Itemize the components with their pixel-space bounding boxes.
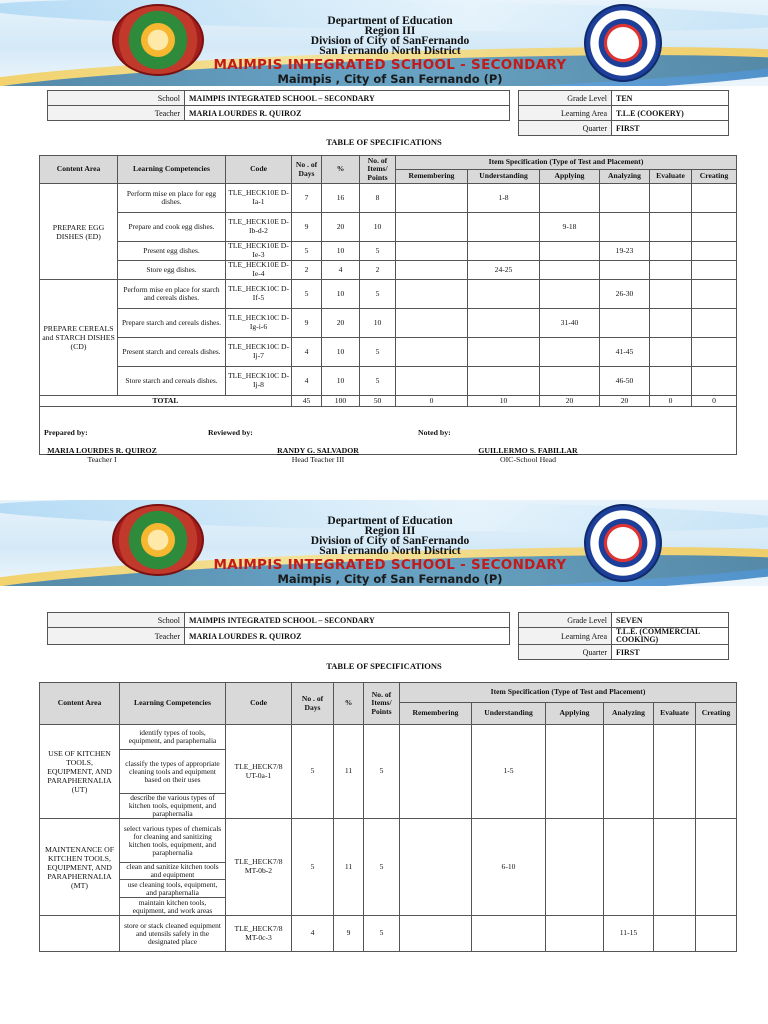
- level-cell: [692, 367, 737, 396]
- prepared-signature: MARIA LOURDES R. QUIROZ Teacher I: [47, 446, 157, 464]
- level-cell: [540, 338, 600, 367]
- competency-cell: Present starch and cereals dishes.: [118, 338, 226, 367]
- level-cell: [540, 367, 600, 396]
- level-cell: [654, 819, 696, 916]
- col-analyzing: Analyzing: [604, 703, 654, 725]
- tos-page-grade-seven: [0, 500, 768, 1024]
- table-row: [40, 916, 737, 952]
- level-cell: [650, 261, 692, 280]
- learning-area-label: Learning Area: [519, 628, 612, 645]
- table-row: [40, 338, 737, 367]
- level-cell: [650, 367, 692, 396]
- col-learning-competencies: Learning Competencies: [120, 683, 226, 725]
- days-cell: 4: [292, 338, 322, 367]
- competency-cell: Perform mise en place for egg dishes.: [118, 184, 226, 213]
- total-label: TOTAL: [40, 396, 292, 407]
- col-percent: %: [322, 156, 360, 184]
- level-cell: [396, 213, 468, 242]
- col-code: Code: [226, 156, 292, 184]
- competency-cell: use cleaning tools, equipment, and paraphernalia: [120, 880, 226, 898]
- level-cell: 24-25: [468, 261, 540, 280]
- pct-cell: 11: [334, 819, 364, 916]
- level-cell: 11-15: [604, 916, 654, 952]
- level-cell: [400, 916, 472, 952]
- level-cell: [400, 725, 472, 819]
- col-content-area: Content Area: [40, 156, 118, 184]
- content-area-cell: MAINTENANCE OF KITCHEN TOOLS, EQUIPMENT, AND PARAPHERNALIA (MT): [40, 819, 120, 916]
- competency-cell: Prepare starch and cereals dishes.: [118, 309, 226, 338]
- days-cell: 5: [292, 725, 334, 819]
- level-cell: 1-5: [472, 725, 546, 819]
- table-row: [40, 184, 737, 213]
- competency-cell: Store starch and cereals dishes.: [118, 367, 226, 396]
- table-row: [40, 261, 737, 280]
- col-creating: Creating: [696, 703, 737, 725]
- col-creating: Creating: [692, 170, 737, 184]
- teacher-label: Teacher: [48, 106, 185, 121]
- grade-level-value: TEN: [612, 91, 729, 106]
- quarter-label: Quarter: [519, 645, 612, 660]
- level-cell: [650, 242, 692, 261]
- teacher-value: MARIA LOURDES R. QUIROZ: [185, 628, 510, 645]
- teacher-label: Teacher: [48, 628, 185, 645]
- days-cell: 4: [292, 367, 322, 396]
- grade-level-label: Grade Level: [519, 613, 612, 628]
- level-cell: [540, 280, 600, 309]
- level-cell: [600, 184, 650, 213]
- competency-cell: Present egg dishes.: [118, 242, 226, 261]
- level-cell: [650, 338, 692, 367]
- items-cell: 8: [360, 184, 396, 213]
- pct-cell: 9: [334, 916, 364, 952]
- table-row: [40, 213, 737, 242]
- level-cell: [696, 916, 737, 952]
- school-seal-icon: [112, 504, 204, 576]
- total-items: 50: [360, 396, 396, 407]
- code-cell: TLE_HECK7/8 MT-0c-3: [226, 916, 292, 952]
- quarter-value: FIRST: [612, 645, 729, 660]
- col-analyzing: Analyzing: [600, 170, 650, 184]
- tos-title: TABLE OF SPECIFICATIONS: [326, 137, 442, 147]
- level-cell: 26-30: [600, 280, 650, 309]
- competency-cell: classify the types of appropriate cleaning tools and equipment based on their uses: [120, 750, 226, 794]
- col-evaluate: Evaluate: [654, 703, 696, 725]
- col-applying: Applying: [546, 703, 604, 725]
- level-cell: [546, 819, 604, 916]
- items-cell: 5: [364, 916, 400, 952]
- code-cell: TLE_HECK10E D-Ie-3: [226, 242, 292, 261]
- competency-cell: clean and sanitize kitchen tools and equipment: [120, 863, 226, 880]
- percent-cell: 20: [322, 213, 360, 242]
- level-cell: [400, 819, 472, 916]
- dept-name: Department of Education: [327, 515, 453, 527]
- competency-cell: identify types of tools, equipment, and paraphernalia: [120, 725, 226, 750]
- school-label: School: [48, 613, 185, 628]
- district-name: San Fernando North District: [319, 45, 461, 57]
- days-cell: 5: [292, 280, 322, 309]
- days-cell: 5: [292, 819, 334, 916]
- level-cell: [396, 280, 468, 309]
- deped-seal-icon: [584, 4, 662, 82]
- level-cell: [396, 367, 468, 396]
- header-banner: [0, 500, 768, 586]
- percent-cell: 10: [322, 367, 360, 396]
- col-learning-competencies: Learning Competencies: [118, 156, 226, 184]
- table-row: [40, 242, 737, 261]
- col-items: No. of Items/ Points: [360, 156, 396, 184]
- level-cell: [692, 309, 737, 338]
- level-cell: [692, 184, 737, 213]
- days-cell: 2: [292, 261, 322, 280]
- school-name: MAIMPIS INTEGRATED SCHOOL - SECONDARY: [213, 557, 567, 573]
- level-cell: [696, 819, 737, 916]
- items-cell: 5: [360, 242, 396, 261]
- level-cell: [540, 261, 600, 280]
- competency-cell: select various types of chemicals for cleaning and sanitizing kitchen tools, equipment, and paraphernalia: [120, 819, 226, 863]
- table-row: [40, 367, 737, 396]
- items-cell: 10: [360, 213, 396, 242]
- level-cell: [396, 338, 468, 367]
- competency-cell: Perform mise en place for starch and cereals dishes.: [118, 280, 226, 309]
- school-location: Maimpis , City of San Fernando (P): [277, 72, 503, 86]
- percent-cell: 20: [322, 309, 360, 338]
- school-location: Maimpis , City of San Fernando (P): [277, 572, 503, 586]
- level-cell: [650, 280, 692, 309]
- items-cell: 10: [360, 309, 396, 338]
- level-cell: [650, 184, 692, 213]
- level-cell: [692, 242, 737, 261]
- total-level-cell: 10: [468, 396, 540, 407]
- level-cell: [600, 213, 650, 242]
- items-cell: 5: [360, 280, 396, 309]
- region-name: Region III: [364, 525, 416, 537]
- col-code: Code: [226, 683, 292, 725]
- division-name: Division of City of SanFernando: [310, 535, 470, 547]
- days-cell: 5: [292, 242, 322, 261]
- school-seal-icon: [112, 4, 204, 76]
- tos-title: TABLE OF SPECIFICATIONS: [326, 661, 442, 671]
- days-cell: 9: [292, 213, 322, 242]
- level-cell: 6-10: [472, 819, 546, 916]
- col-item-spec: Item Specification (Type of Test and Placement): [396, 156, 737, 170]
- noted-signature: GUILLERMO S. FABILLAR OIC-School Head: [478, 446, 578, 464]
- content-area-cell: PREPARE EGG DISHES (ED): [40, 184, 118, 280]
- competency-cell: describe the various types of kitchen tools, equipment, and paraphernalia: [120, 794, 226, 819]
- col-applying: Applying: [540, 170, 600, 184]
- level-cell: [472, 916, 546, 952]
- code-cell: TLE_HECK10C D-Ig-i-6: [226, 309, 292, 338]
- learning-area-label: Learning Area: [519, 106, 612, 121]
- code-cell: TLE_HECK10C D-Ij-8: [226, 367, 292, 396]
- school-value: MAIMPIS INTEGRATED SCHOOL – SECONDARY: [185, 613, 510, 628]
- pct-cell: 11: [334, 725, 364, 819]
- level-cell: [650, 213, 692, 242]
- teacher-value: MARIA LOURDES R. QUIROZ: [185, 106, 510, 121]
- code-cell: TLE_HECK7/8 MT-0b-2: [226, 819, 292, 916]
- grade-level-label: Grade Level: [519, 91, 612, 106]
- info-table: [47, 612, 729, 660]
- col-remembering: Remembering: [396, 170, 468, 184]
- noted-by-label: Noted by:: [418, 428, 451, 437]
- level-cell: 1-8: [468, 184, 540, 213]
- level-cell: [396, 242, 468, 261]
- level-cell: [604, 819, 654, 916]
- percent-cell: 10: [322, 242, 360, 261]
- level-cell: [696, 725, 737, 819]
- col-understanding: Understanding: [468, 170, 540, 184]
- total-level-cell: 20: [600, 396, 650, 407]
- level-cell: 9-18: [540, 213, 600, 242]
- items-cell: 5: [360, 367, 396, 396]
- level-cell: [692, 280, 737, 309]
- level-cell: [540, 184, 600, 213]
- code-cell: TLE_HECK10E D-Ia-1: [226, 184, 292, 213]
- school-label: School: [48, 91, 185, 106]
- col-content-area: Content Area: [40, 683, 120, 725]
- school-name: MAIMPIS INTEGRATED SCHOOL - SECONDARY: [213, 57, 567, 73]
- percent-cell: 10: [322, 338, 360, 367]
- table-row: [40, 819, 737, 863]
- total-pct: 100: [322, 396, 360, 407]
- content-area-cell: USE OF KITCHEN TOOLS, EQUIPMENT, AND PARAPHERNALIA (UT): [40, 725, 120, 819]
- competency-cell: store or stack cleaned equipment and utensils safely in the designated place: [120, 916, 226, 952]
- total-level-cell: 0: [650, 396, 692, 407]
- content-area-cell: [40, 916, 120, 952]
- level-cell: [468, 242, 540, 261]
- level-cell: [692, 213, 737, 242]
- header-text: [200, 516, 580, 585]
- percent-cell: 4: [322, 261, 360, 280]
- days-cell: 9: [292, 309, 322, 338]
- items-cell: 2: [360, 261, 396, 280]
- level-cell: [654, 916, 696, 952]
- code-cell: TLE_HECK7/8 UT-0a-1: [226, 725, 292, 819]
- total-level-cell: 0: [692, 396, 737, 407]
- level-cell: [600, 261, 650, 280]
- level-cell: [692, 338, 737, 367]
- level-cell: [468, 213, 540, 242]
- total-level-cell: 20: [540, 396, 600, 407]
- level-cell: 41-45: [600, 338, 650, 367]
- level-cell: [546, 725, 604, 819]
- quarter-label: Quarter: [519, 121, 612, 136]
- total-level-cell: 0: [396, 396, 468, 407]
- learning-area-value: T.L.E. (COMMERCIAL COOKING): [612, 628, 729, 645]
- days-cell: 7: [292, 184, 322, 213]
- level-cell: [546, 916, 604, 952]
- level-cell: [396, 184, 468, 213]
- reviewed-by-label: Reviewed by:: [208, 428, 253, 437]
- table-row: [40, 309, 737, 338]
- content-area-cell: PREPARE CEREALS and STARCH DISHES (CD): [40, 280, 118, 396]
- code-cell: TLE_HECK10C D-If-5: [226, 280, 292, 309]
- level-cell: [468, 280, 540, 309]
- level-cell: [468, 367, 540, 396]
- level-cell: [396, 261, 468, 280]
- tos-table: [39, 155, 737, 455]
- total-row: [40, 396, 737, 407]
- competency-cell: Store egg dishes.: [118, 261, 226, 280]
- level-cell: 46-50: [600, 367, 650, 396]
- competency-cell: Prepare and cook egg dishes.: [118, 213, 226, 242]
- table-row: [40, 725, 737, 750]
- col-days: No . of Days: [292, 156, 322, 184]
- col-days: No . of Days: [292, 683, 334, 725]
- days-cell: 4: [292, 916, 334, 952]
- percent-cell: 16: [322, 184, 360, 213]
- col-items: No. of Items/ Points: [364, 683, 400, 725]
- col-item-spec: Item Specification (Type of Test and Placement): [400, 683, 737, 703]
- table-row: [40, 280, 737, 309]
- code-cell: TLE_HECK10E D-Ib-d-2: [226, 213, 292, 242]
- reviewed-signature: RANDY G. SALVADOR Head Teacher III: [277, 446, 359, 464]
- items-cell: 5: [364, 819, 400, 916]
- col-understanding: Understanding: [472, 703, 546, 725]
- region-name: Region III: [364, 25, 416, 37]
- level-cell: [692, 261, 737, 280]
- school-value: MAIMPIS INTEGRATED SCHOOL – SECONDARY: [185, 91, 510, 106]
- header-banner: [0, 0, 768, 86]
- district-name: San Fernando North District: [319, 545, 461, 557]
- header-text: [200, 16, 580, 85]
- level-cell: [654, 725, 696, 819]
- tos-page-grade-ten: [0, 0, 768, 470]
- code-cell: TLE_HECK10E D-Ie-4: [226, 261, 292, 280]
- deped-seal-icon: [584, 504, 662, 582]
- level-cell: [600, 309, 650, 338]
- level-cell: [540, 242, 600, 261]
- level-cell: [604, 725, 654, 819]
- total-days: 45: [292, 396, 322, 407]
- percent-cell: 10: [322, 280, 360, 309]
- grade-level-value: SEVEN: [612, 613, 729, 628]
- level-cell: 31-40: [540, 309, 600, 338]
- quarter-value: FIRST: [612, 121, 729, 136]
- code-cell: TLE_HECK10C D-Ij-7: [226, 338, 292, 367]
- prepared-by-label: Prepared by:: [44, 428, 88, 437]
- competency-cell: maintain kitchen tools, equipment, and work areas: [120, 898, 226, 916]
- col-percent: %: [334, 683, 364, 725]
- items-cell: 5: [364, 725, 400, 819]
- col-evaluate: Evaluate: [650, 170, 692, 184]
- col-remembering: Remembering: [400, 703, 472, 725]
- items-cell: 5: [360, 338, 396, 367]
- dept-name: Department of Education: [327, 15, 453, 27]
- tos-table: [39, 682, 737, 952]
- learning-area-value: T.L.E (COOKERY): [612, 106, 729, 121]
- level-cell: [396, 309, 468, 338]
- division-name: Division of City of SanFernando: [310, 35, 470, 47]
- level-cell: [468, 309, 540, 338]
- info-table: [47, 90, 729, 136]
- level-cell: 19-23: [600, 242, 650, 261]
- level-cell: [650, 309, 692, 338]
- level-cell: [468, 338, 540, 367]
